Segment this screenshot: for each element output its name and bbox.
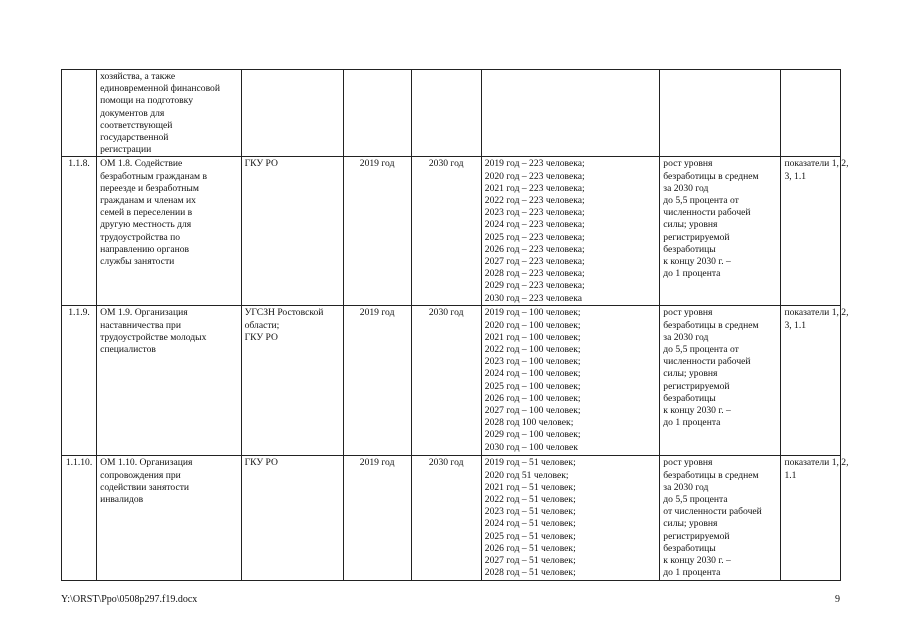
text-line: трудоустройства по — [100, 231, 181, 243]
cell-name — [97, 456, 242, 581]
text-line: 2029 год – 223 человека; — [484, 280, 585, 292]
text-line: за 2030 год — [663, 182, 709, 194]
text-line: 2020 год – 100 человек; — [484, 319, 581, 331]
text-line: 3, 1.1 — [784, 170, 807, 182]
text-line: за 2030 год — [663, 331, 709, 343]
text-line: безработицы в среднем — [663, 170, 759, 182]
text-line: 2026 год – 100 человек; — [484, 392, 581, 404]
text-line: 2022 год – 223 человека; — [484, 195, 585, 207]
text-line: 2030 год – 100 человек — [484, 441, 578, 453]
text-line: 2028 год – 51 человек; — [484, 567, 576, 579]
text-line: 2027 год – 100 человек; — [484, 405, 581, 417]
text-line: от численности рабочей — [663, 506, 762, 518]
cell-executor — [241, 157, 343, 306]
cell-start: 2019 год — [343, 306, 411, 456]
text-line: силы; уровня — [663, 368, 718, 380]
cell-start: 2019 год — [343, 456, 411, 581]
table-row — [62, 306, 841, 456]
text-line: безработицы в среднем — [663, 319, 759, 331]
cell-start — [343, 70, 411, 157]
text-line: УГСЗН Ростовской — [244, 307, 324, 319]
cell-indicators — [781, 306, 849, 456]
text-line: к концу 2030 г. – — [663, 405, 731, 417]
cell-result — [660, 157, 781, 306]
cell-plan — [481, 306, 660, 456]
text-line: 2029 год – 100 человек; — [484, 429, 581, 441]
file-path: Y:\ORST\Ppo\0508p297.f19.docx — [61, 594, 198, 605]
text-line: 2028 год – 223 человека; — [484, 268, 585, 280]
text-line: сопровождения при — [100, 469, 181, 481]
text-line: переезде и безработным — [100, 182, 199, 194]
text-line: гражданам и членам их — [100, 195, 196, 207]
cell-indicators — [781, 456, 849, 581]
text-line: 2025 год – 51 человек; — [484, 530, 576, 542]
text-line: ГКУ РО — [244, 158, 278, 170]
text-line: безработицы в среднем — [663, 469, 759, 481]
text-line: содействии занятости — [100, 481, 190, 493]
text-line: 2019 год – 100 человек; — [484, 307, 581, 319]
text-line: 2021 год – 51 человек; — [484, 481, 576, 493]
text-line: показатели 1, 2, — [784, 307, 849, 319]
cell-result — [660, 306, 781, 456]
text-line: 2022 год – 51 человек; — [484, 494, 576, 506]
cell-num: 1.1.9. — [62, 306, 97, 456]
text-line: ГКУ РО — [244, 331, 278, 343]
cell-indicators — [781, 157, 849, 306]
text-line: 2026 год – 51 человек; — [484, 542, 576, 554]
text-line: регистрируемой — [663, 380, 730, 392]
text-line: ОМ 1.9. Организация — [100, 307, 188, 319]
text-line: до 5,5 процента — [663, 494, 728, 506]
text-line: трудоустройстве молодых — [100, 331, 207, 343]
text-line: 2025 год – 100 человек; — [484, 380, 581, 392]
text-line: к концу 2030 г. – — [663, 256, 731, 268]
text-line: за 2030 год — [663, 481, 709, 493]
text-line: 2028 год 100 человек; — [484, 417, 574, 429]
text-line: до 1 процента — [663, 567, 721, 579]
text-line: безработицы — [663, 542, 716, 554]
text-line: инвалидов — [100, 494, 144, 506]
text-line: 2019 год – 223 человека; — [484, 158, 585, 170]
text-line: помощи на подготовку — [100, 95, 194, 107]
text-line: 2023 год – 223 человека; — [484, 207, 585, 219]
text-line: силы; уровня — [663, 219, 718, 231]
cell-result — [660, 70, 781, 157]
cell-executor — [241, 306, 343, 456]
text-line: до 5,5 процента от — [663, 195, 739, 207]
text-line: 2020 год – 223 человека; — [484, 170, 585, 182]
page-number: 9 — [835, 594, 840, 605]
cell-end: 2030 год — [411, 306, 481, 456]
text-line: 2020 год 51 человек; — [484, 469, 569, 481]
cell-plan — [481, 456, 660, 581]
text-line: 2019 год – 51 человек; — [484, 457, 576, 469]
text-line: 2023 год – 51 человек; — [484, 506, 576, 518]
text-line: 2021 год – 223 человека; — [484, 182, 585, 194]
cell-executor — [241, 456, 343, 581]
activities-table — [61, 69, 849, 581]
cell-name — [97, 157, 242, 306]
text-line: рост уровня — [663, 457, 713, 469]
text-line: 2023 год – 100 человек; — [484, 356, 581, 368]
text-line: до 1 процента — [663, 268, 721, 280]
table-row — [62, 456, 841, 581]
text-line: силы; уровня — [663, 518, 718, 530]
cell-executor — [241, 70, 343, 157]
table-row-continuation — [62, 70, 841, 157]
text-line: ОМ 1.8. Содействие — [100, 158, 183, 170]
text-line: 2030 год – 223 человека — [484, 292, 583, 304]
text-line: до 5,5 процента от — [663, 344, 739, 356]
text-line: документов для — [100, 107, 165, 119]
text-line: соответствующей — [100, 119, 173, 131]
text-line: 2026 год – 223 человека; — [484, 243, 585, 255]
text-line: рост уровня — [663, 158, 713, 170]
text-line: рост уровня — [663, 307, 713, 319]
cell-plan — [481, 70, 660, 157]
cell-end: 2030 год — [411, 157, 481, 306]
text-line: безработицы — [663, 243, 716, 255]
cell-name — [97, 306, 242, 456]
text-line: регистрируемой — [663, 530, 730, 542]
text-line: к концу 2030 г. – — [663, 555, 731, 567]
text-line: численности рабочей — [663, 207, 751, 219]
cell-end: 2030 год — [411, 456, 481, 581]
text-line: безработицы — [663, 392, 716, 404]
text-line: хозяйства, а также — [100, 71, 176, 82]
text-line: показатели 1, 2, — [784, 457, 849, 469]
cell-start: 2019 год — [343, 157, 411, 306]
text-line: 2022 год – 100 человек; — [484, 344, 581, 356]
cell-indicators — [781, 70, 841, 157]
text-line: 1.1 — [784, 469, 797, 481]
text-line: ГКУ РО — [244, 457, 278, 469]
text-line: показатели 1, 2, — [784, 158, 849, 170]
text-line: государственной — [100, 132, 169, 144]
text-line: семей в переселении в — [100, 207, 193, 219]
text-line: ОМ 1.10. Организация — [100, 457, 193, 469]
text-line: 2021 год – 100 человек; — [484, 331, 581, 343]
cell-result — [660, 456, 781, 581]
cell-num: 1.1.10. — [62, 456, 97, 581]
text-line: специалистов — [100, 344, 156, 356]
text-line: 2027 год – 223 человека; — [484, 256, 585, 268]
text-line: регистрируемой — [663, 231, 730, 243]
cell-plan — [481, 157, 660, 306]
text-line: единовременной финансовой — [100, 83, 220, 95]
text-line: другую местность для — [100, 219, 192, 231]
text-line: 2024 год – 223 человека; — [484, 219, 585, 231]
text-line: 2027 год – 51 человек; — [484, 555, 576, 567]
text-line: наставничества при — [100, 319, 181, 331]
text-line: до 1 процента — [663, 417, 721, 429]
text-line: 2024 год – 100 человек; — [484, 368, 581, 380]
text-line: 2025 год – 223 человека; — [484, 231, 585, 243]
text-line: регистрации — [100, 144, 152, 156]
text-line: 2024 год – 51 человек; — [484, 518, 576, 530]
table-row — [62, 157, 841, 306]
text-line: безработным гражданам в — [100, 170, 207, 182]
cell-num: 1.1.8. — [62, 157, 97, 306]
text-line: 3, 1.1 — [784, 319, 807, 331]
cell-name — [97, 70, 242, 157]
text-line: направлению органов — [100, 243, 190, 255]
text-line: области; — [244, 319, 280, 331]
text-line: службы занятости — [100, 256, 175, 268]
text-line: численности рабочей — [663, 356, 751, 368]
cell-num — [62, 70, 97, 157]
cell-end — [411, 70, 481, 157]
